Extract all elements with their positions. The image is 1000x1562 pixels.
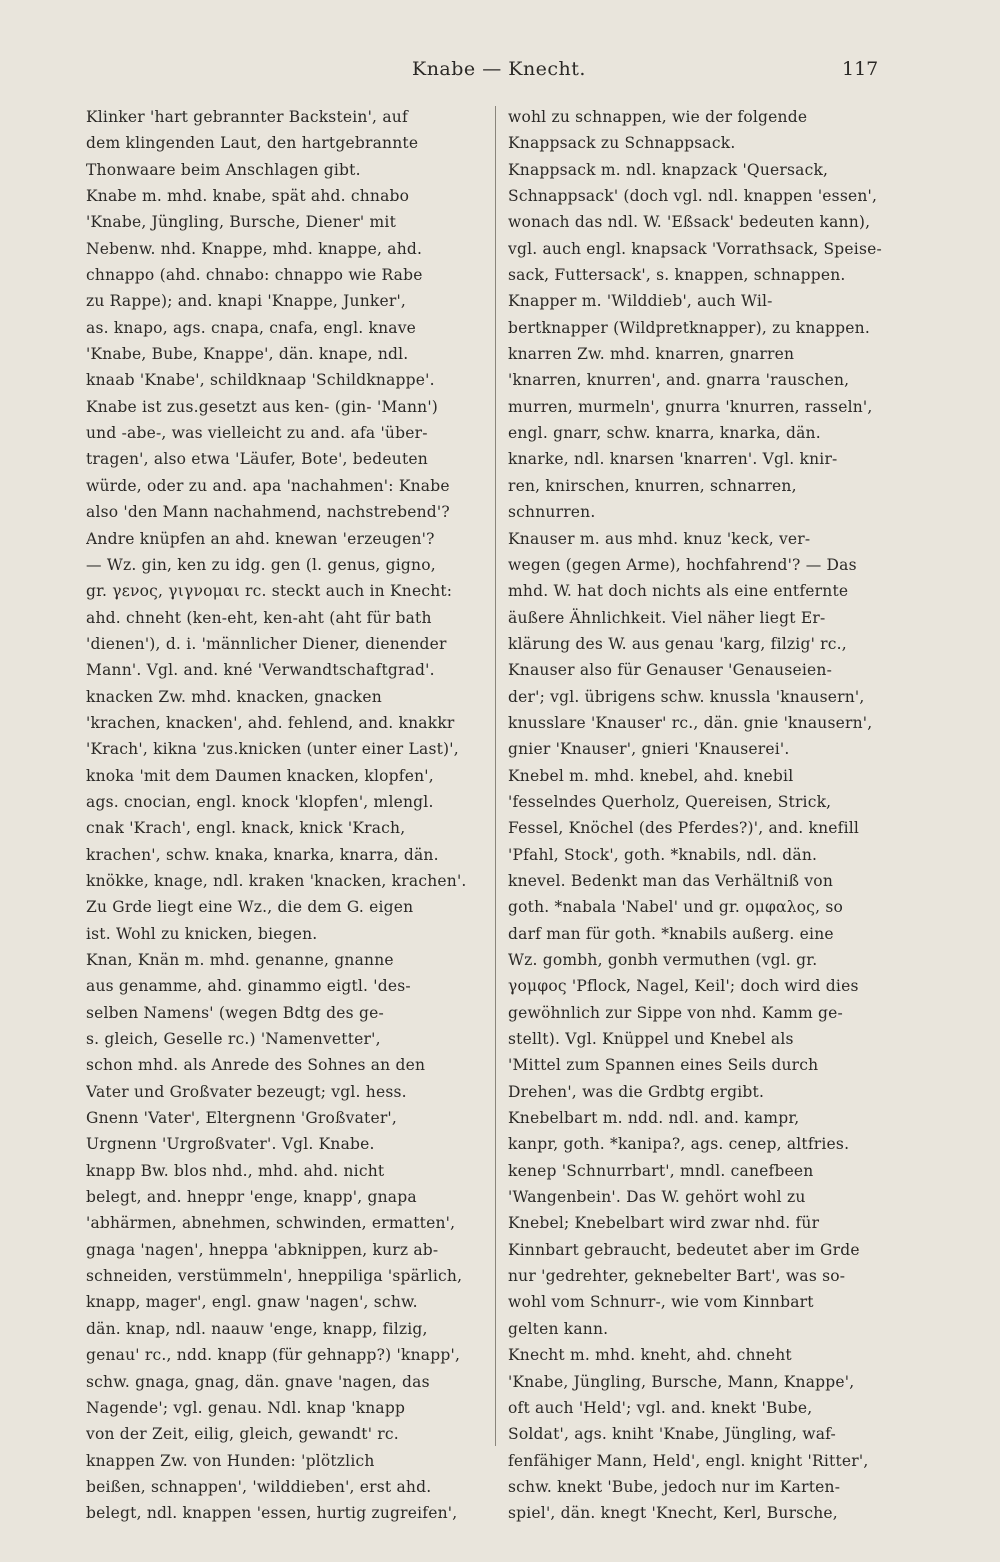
text-line: darf man für goth. *knabils außerg. eine: [508, 924, 834, 943]
text-line: gnier 'Knauser', gnieri 'Knauserei'.: [508, 740, 790, 759]
text-line: knacken Zw. mhd. knacken, gnacken: [86, 687, 382, 706]
text-line: knaab 'Knabe', schildknaap 'Schildknappe'.: [86, 371, 435, 390]
text-line: Knappsack m. ndl. knapzack 'Quersack,: [508, 160, 829, 179]
text-line: Soldat', ags. kniht 'Knabe, Jüngling, waf-: [508, 1425, 836, 1444]
page-number: 117: [842, 58, 879, 80]
left-column: [86, 104, 478, 1527]
text-line: und -abe-, was vielleicht zu and. afa 'über-: [86, 424, 428, 443]
text-line: von der Zeit, eilig, gleich, gewandt' rc.: [86, 1425, 399, 1444]
text-line: knoka 'mit dem Daumen knacken, klopfen',: [86, 766, 434, 785]
text-line: belegt, ndl. knappen 'essen, hurtig zugreifen',: [86, 1504, 458, 1523]
text-line: Knabe m. mhd. knabe, spät ahd. chnabo: [86, 187, 410, 206]
right-column: [508, 104, 906, 1527]
text-line: Klinker 'hart gebrannter Backstein', auf: [86, 108, 408, 126]
text-line: knusslare 'Knauser' rc., dän. gnie 'knausern',: [508, 713, 873, 732]
text-line: ist. Wohl zu knicken, biegen.: [86, 924, 318, 943]
text-line: sack, Futtersack', s. knappen, schnappen.: [508, 266, 846, 285]
text-line: würde, oder zu and. apa 'nachahmen': Knabe: [86, 476, 450, 495]
text-line: belegt, and. hneppr 'enge, knapp', gnapa: [86, 1188, 417, 1207]
text-line: Kinnbart gebraucht, bedeutet aber im Grde: [508, 1240, 860, 1259]
text-line: engl. gnarr, schw. knarra, knarka, dän.: [508, 424, 821, 443]
text-line: murren, murmeln', gnurra 'knurren, rasseln',: [508, 397, 873, 416]
text-line: 'Mittel zum Spannen eines Seils durch: [508, 1056, 819, 1075]
text-line: 'Knabe, Bube, Knappe', dän. knape, ndl.: [86, 345, 409, 364]
text-line: 'krachen, knacken', ahd. fehlend, and. knakkr: [86, 713, 455, 732]
text-line: ags. cnocian, engl. knock 'klopfen', mlengl.: [86, 792, 434, 811]
text-line: mhd. W. hat doch nichts als eine entfernte: [508, 582, 849, 601]
text-line: spiel', dän. knegt 'Knecht, Kerl, Bursche,: [508, 1504, 838, 1523]
text-line: knappen Zw. von Hunden: 'plötzlich: [86, 1451, 375, 1470]
text-line: 'Krach', kikna 'zus.knicken (unter einer Last)',: [86, 740, 459, 759]
text-line: Wz. gombh, gonbh vermuthen (vgl. gr.: [508, 951, 818, 969]
text-line: 'dienen'), d. i. 'männlicher Diener, dienender: [86, 634, 447, 653]
text-line: gr. γενος, γιγνομαι rc. steckt auch in Knecht:: [86, 582, 453, 601]
text-line: knevel. Bedenkt man das Verhältniß von: [508, 871, 834, 890]
text-line: schon mhd. als Anrede des Sohnes an den: [86, 1056, 426, 1075]
text-line: 'Knabe, Jüngling, Bursche, Diener' mit: [86, 213, 397, 232]
text-line: Schnappsack' (doch vgl. ndl. knappen 'essen',: [508, 187, 878, 206]
text-line: wegen (gegen Arme), hochfahrend'? — Das: [508, 555, 857, 574]
text-line: chnappo (ahd. chnabo: chnappo wie Rabe: [86, 266, 423, 285]
text-line: as. knapo, ags. cnapa, cnafa, engl. knave: [86, 318, 417, 337]
text-line: stellt). Vgl. Knüppel und Knebel als: [508, 1030, 794, 1049]
text-line: äußere Ähnlichkeit. Viel näher liegt Er-: [508, 608, 826, 627]
text-line: kenep 'Schnurrbart', mndl. canefbeen: [508, 1161, 814, 1180]
text-line: schw. gnaga, gnag, dän. gnave 'nagen, das: [86, 1372, 430, 1391]
text-line: schw. knekt 'Bube, jedoch nur im Karten-: [508, 1477, 841, 1496]
text-line: Gnenn 'Vater', Eltergnenn 'Großvater',: [86, 1109, 398, 1128]
text-line: wohl zu schnappen, wie der folgende: [508, 108, 808, 126]
text-line: 'Wangenbein'. Das W. gehört wohl zu: [508, 1188, 806, 1207]
text-line: also 'den Mann nachahmend, nachstrebend'?: [86, 503, 450, 522]
text-line: nur 'gedrehter, geknebelter Bart', was so-: [508, 1267, 846, 1286]
text-line: selben Namens' (wegen Bdtg des ge-: [86, 1003, 384, 1022]
text-line: Knabe ist zus.gesetzt aus ken- (gin- 'Mann'): [86, 397, 439, 416]
text-line: Urgnenn 'Urgroßvater'. Vgl. Knabe.: [86, 1135, 375, 1154]
text-line: Knan, Knän m. mhd. genanne, gnanne: [86, 951, 394, 969]
text-line: kanpr, goth. *kanipa?, ags. cenep, altfries.: [508, 1135, 850, 1154]
text-line: Knapper m. 'Wilddieb', auch Wil-: [508, 292, 773, 311]
text-line: 'Pfahl, Stock', goth. *knabils, ndl. dän.: [508, 845, 818, 864]
text-line: Knebel m. mhd. knebel, ahd. knebil: [508, 766, 794, 785]
text-line: klärung des W. aus genau 'karg, filzig' rc.,: [508, 634, 847, 653]
page-title: Knabe — Knecht.: [412, 58, 586, 80]
text-line: der'; vgl. übrigens schw. knussla 'knausern',: [508, 687, 865, 706]
text-line: gnaga 'nagen', hneppa 'abknippen, kurz ab-: [86, 1240, 439, 1259]
text-line: Vater und Großvater bezeugt; vgl. hess.: [86, 1082, 407, 1101]
text-line: wonach das ndl. W. 'Eßsack' bedeuten kann),: [508, 213, 871, 232]
text-line: Knecht m. mhd. kneht, ahd. chneht: [508, 1346, 792, 1365]
text-line: bertknapper (Wildpretknapper), zu knappen.: [508, 318, 870, 337]
text-line: knökke, knage, ndl. kraken 'knacken, krachen'.: [86, 871, 467, 890]
text-line: Knauser m. aus mhd. knuz 'keck, ver-: [508, 529, 811, 548]
text-line: tragen', also etwa 'Läufer, Bote', bedeuten: [86, 450, 428, 469]
text-line: krachen', schw. knaka, knarka, knarra, dän.: [86, 845, 439, 864]
text-line: 'knarren, knurren', and. gnarra 'rauschen,: [508, 371, 850, 390]
text-line: oft auch 'Held'; vgl. and. knekt 'Bube,: [508, 1398, 813, 1417]
text-line: knapp Bw. blos nhd., mhd. ahd. nicht: [86, 1161, 385, 1180]
text-line: Nebenw. nhd. Knappe, mhd. knappe, ahd.: [86, 239, 423, 258]
text-line: aus genamme, ahd. ginammo eigtl. 'des-: [86, 977, 411, 996]
text-line: 'abhärmen, abnehmen, schwinden, ermatten',: [86, 1214, 456, 1233]
text-line: Nagende'; vgl. genau. Ndl. knap 'knapp: [86, 1398, 406, 1417]
text-line: — Wz. gin, ken zu idg. gen (l. genus, gigno,: [86, 555, 436, 574]
text-line: dem klingenden Laut, den hartgebrannte: [86, 134, 419, 153]
text-line: zu Rappe); and. knapi 'Knappe, Junker',: [86, 292, 407, 311]
running-head: [0, 58, 1000, 82]
text-line: schneiden, verstümmeln', hneppiliga 'spärlich,: [86, 1267, 463, 1286]
column-divider: [495, 106, 496, 1446]
text-line: vgl. auch engl. knapsack 'Vorrathsack, Speise-: [508, 239, 882, 258]
text-line: goth. *nabala 'Nabel' und gr. ομφαλος, so: [508, 898, 844, 917]
text-line: Knappsack zu Schnappsack.: [508, 134, 736, 153]
text-line: ahd. chneht (ken-eht, ken-aht (aht für bath: [86, 608, 432, 627]
text-line: fenfähiger Mann, Held', engl. knight 'Ritter',: [508, 1451, 869, 1470]
text-line: Andre knüpfen an ahd. knewan 'erzeugen'?: [86, 529, 435, 548]
text-line: Zu Grde liegt eine Wz., die dem G. eigen: [86, 898, 414, 917]
text-line: schnurren.: [508, 503, 596, 522]
text-line: gewöhnlich zur Sippe von nhd. Kamm ge-: [508, 1003, 843, 1022]
text-line: Fessel, Knöchel (des Pferdes?)', and. knefill: [508, 819, 860, 838]
text-line: Drehen', was die Grdbtg ergibt.: [508, 1082, 765, 1101]
text-line: dän. knap, ndl. naauw 'enge, knapp, filzig,: [86, 1319, 428, 1338]
text-line: wohl vom Schnurr-, wie vom Kinnbart: [508, 1293, 814, 1312]
text-line: cnak 'Krach', engl. knack, knick 'Krach,: [86, 819, 406, 838]
text-line: Thonwaare beim Anschlagen gibt.: [86, 160, 361, 179]
text-line: γομφος 'Pflock, Nagel, Keil'; doch wird dies: [508, 977, 859, 996]
text-line: beißen, schnappen', 'wilddieben', erst ahd.: [86, 1477, 432, 1496]
text-line: Knauser also für Genauser 'Genauseien-: [508, 661, 833, 680]
text-line: knarke, ndl. knarsen 'knarren'. Vgl. knir-: [508, 450, 838, 469]
text-line: Knebelbart m. ndd. ndl. and. kampr,: [508, 1109, 800, 1128]
text-line: Knebel; Knebelbart wird zwar nhd. für: [508, 1214, 820, 1233]
text-line: ren, knirschen, knurren, schnarren,: [508, 476, 797, 495]
text-line: Mann'. Vgl. and. kné 'Verwandtschaftgrad'.: [86, 661, 435, 680]
text-line: gelten kann.: [508, 1319, 609, 1338]
text-line: s. gleich, Geselle rc.) 'Namenvetter',: [86, 1030, 381, 1049]
text-line: 'Knabe, Jüngling, Bursche, Mann, Knappe',: [508, 1372, 855, 1391]
text-line: 'fesselndes Querholz, Quereisen, Strick,: [508, 792, 832, 811]
text-line: knapp, mager', engl. gnaw 'nagen', schw.: [86, 1293, 418, 1312]
text-line: knarren Zw. mhd. knarren, gnarren: [508, 345, 795, 364]
text-line: genau' rc., ndd. knapp (für gehnapp?) 'knapp',: [86, 1346, 461, 1365]
